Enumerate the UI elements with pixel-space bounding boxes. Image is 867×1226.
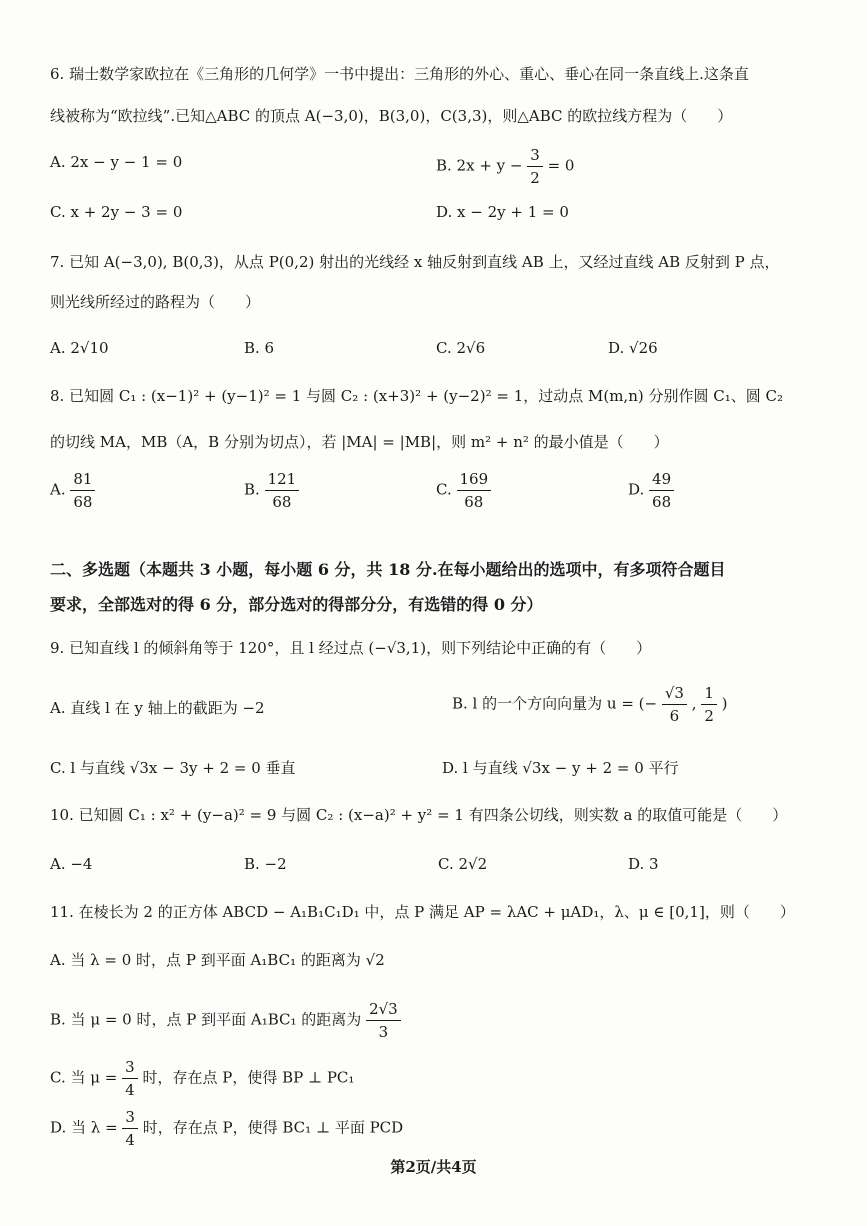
q6-option-b-fraction (527, 144, 543, 189)
q10-option-c: C. 2√2 (438, 855, 488, 873)
fraction-numerator: 169 (457, 468, 492, 491)
q7-option-c: C. 2√6 (436, 339, 486, 357)
page-number-footer: 第2页/共4页 (390, 1158, 477, 1176)
q11-option-d (50, 1106, 403, 1151)
option-label: A. (50, 480, 66, 499)
q11-option-b (50, 998, 401, 1043)
fraction-denominator: 68 (652, 493, 672, 511)
q9-option-c: C. l 与直线 √3x − 3y + 2 = 0 垂直 (50, 759, 296, 777)
q11-stem: 11. 在棱长为 2 的正方体 ABCD − A₁B₁C₁D₁ 中，点 P 满足 AP = λAC + μAD₁，λ、μ ∈ [0,1]，则（ ） (50, 903, 795, 921)
q8-option-d-fraction (649, 468, 674, 513)
fraction-denominator: 4 (125, 1131, 135, 1149)
q9-option-b-suffix: ) (721, 694, 728, 713)
q9-option-b (452, 682, 728, 727)
option-label: D. (628, 480, 645, 499)
q9-option-b-comma: , (691, 694, 697, 713)
q6-option-b-suffix: = 0 (547, 156, 575, 175)
q9-option-b-fraction-2 (701, 682, 717, 727)
q7-option-d: D. √26 (608, 339, 658, 357)
fraction-denominator: 2 (530, 169, 540, 187)
q7-stem-line1: 7. 已知 A(−3,0), B(0,3)，从点 P(0,2) 射出的光线经 x 轴反射到直线 AB 上，又经过直线 AB 反射到 P 点， (50, 253, 780, 271)
q11-option-c-prefix: C. 当 μ = (50, 1068, 118, 1087)
fraction-numerator: 1 (701, 682, 717, 705)
q10-option-d: D. 3 (628, 855, 659, 873)
option-label: C. (436, 480, 452, 499)
q8-option-c (436, 468, 491, 513)
q11-option-b-prefix: B. 当 μ = 0 时，点 P 到平面 A₁BC₁ 的距离为 (50, 1010, 362, 1029)
q11-option-d-suffix: 时，存在点 P，使得 BC₁ ⊥ 平面 PCD (142, 1118, 404, 1137)
q8-option-c-fraction (457, 468, 492, 513)
q11-option-d-prefix: D. 当 λ = (50, 1118, 118, 1137)
q7-option-a: A. 2√10 (50, 339, 109, 357)
fraction-numerator: 3 (527, 144, 543, 167)
q6-option-b-prefix: B. 2x + y − (436, 156, 523, 175)
q11-option-d-fraction (122, 1106, 138, 1151)
q6-stem-line1: 6. 瑞士数学家欧拉在《三角形的几何学》一书中提出：三角形的外心、重心、垂心在同一条直线上.这条直 (50, 65, 749, 83)
q6-option-c: C. x + 2y − 3 = 0 (50, 203, 183, 221)
q9-option-b-fraction-1 (662, 682, 687, 727)
fraction-denominator: 68 (464, 493, 484, 511)
q8-option-d (628, 468, 674, 513)
q9-stem: 9. 已知直线 l 的倾斜角等于 120°，且 l 经过点 (−√3,1)，则下列结论中正确的有（ ） (50, 639, 652, 657)
fraction-numerator: 3 (122, 1106, 138, 1129)
q8-option-b-fraction (265, 468, 300, 513)
q9-option-b-prefix: B. l 的一个方向向量为 u = (− (452, 694, 658, 713)
option-label: B. (244, 480, 260, 499)
fraction-denominator: 2 (704, 707, 714, 725)
fraction-denominator: 6 (669, 707, 680, 725)
section-2-heading-line1: 二、多选题（本题共 3 小题，每小题 6 分，共 18 分.在每小题给出的选项中，有多项符合题目 (50, 560, 726, 579)
q11-option-c-suffix: 时，存在点 P，使得 BP ⊥ PC₁ (142, 1068, 355, 1087)
q8-option-a-fraction (70, 468, 95, 513)
fraction-numerator: √3 (662, 682, 687, 705)
fraction-numerator: 3 (122, 1056, 138, 1079)
q10-stem: 10. 已知圆 C₁ : x² + (y−a)² = 9 与圆 C₂ : (x−a)² + y² = 1 有四条公切线，则实数 a 的取值可能是（ ） (50, 806, 788, 824)
q9-option-d: D. l 与直线 √3x − y + 2 = 0 平行 (442, 759, 679, 777)
section-2-heading-line2: 要求，全部选对的得 6 分，部分选对的得部分分，有选错的得 0 分） (50, 595, 543, 614)
fraction-denominator: 3 (378, 1023, 389, 1041)
q8-stem-line2: 的切线 MA，MB（A，B 分别为切点），若 |MA| = |MB|，则 m² + n² 的最小值是（ ） (50, 433, 669, 451)
fraction-denominator: 4 (125, 1081, 135, 1099)
q11-option-a: A. 当 λ = 0 时，点 P 到平面 A₁BC₁ 的距离为 √2 (50, 951, 385, 969)
q11-option-c (50, 1056, 354, 1101)
fraction-denominator: 68 (272, 493, 292, 511)
q6-stem-line2: 线被称为“欧拉线”.已知△ABC 的顶点 A(−3,0)，B(3,0)，C(3,3)，则△ABC 的欧拉线方程为（ ） (50, 107, 733, 125)
fraction-numerator: 2√3 (366, 998, 401, 1021)
q11-option-c-fraction (122, 1056, 138, 1101)
q8-stem-line1: 8. 已知圆 C₁ : (x−1)² + (y−1)² = 1 与圆 C₂ : (x+3)² + (y−2)² = 1，过动点 M(m,n) 分别作圆 C₁、圆 C₂ (50, 387, 784, 405)
q10-option-a: A. −4 (50, 855, 93, 873)
q6-option-a: A. 2x − y − 1 = 0 (50, 153, 183, 171)
q7-option-b: B. 6 (244, 339, 275, 357)
fraction-numerator: 49 (649, 468, 674, 491)
q9-option-a: A. 直线 l 在 y 轴上的截距为 −2 (50, 699, 265, 717)
q8-option-a (50, 468, 95, 513)
q11-option-b-fraction (366, 998, 401, 1043)
q6-option-b (436, 144, 574, 189)
fraction-numerator: 121 (265, 468, 300, 491)
q10-option-b: B. −2 (244, 855, 287, 873)
fraction-numerator: 81 (70, 468, 95, 491)
q6-option-d: D. x − 2y + 1 = 0 (436, 203, 569, 221)
q8-option-b (244, 468, 299, 513)
q7-stem-line2: 则光线所经过的路程为（ ） (50, 293, 261, 311)
fraction-denominator: 68 (73, 493, 93, 511)
